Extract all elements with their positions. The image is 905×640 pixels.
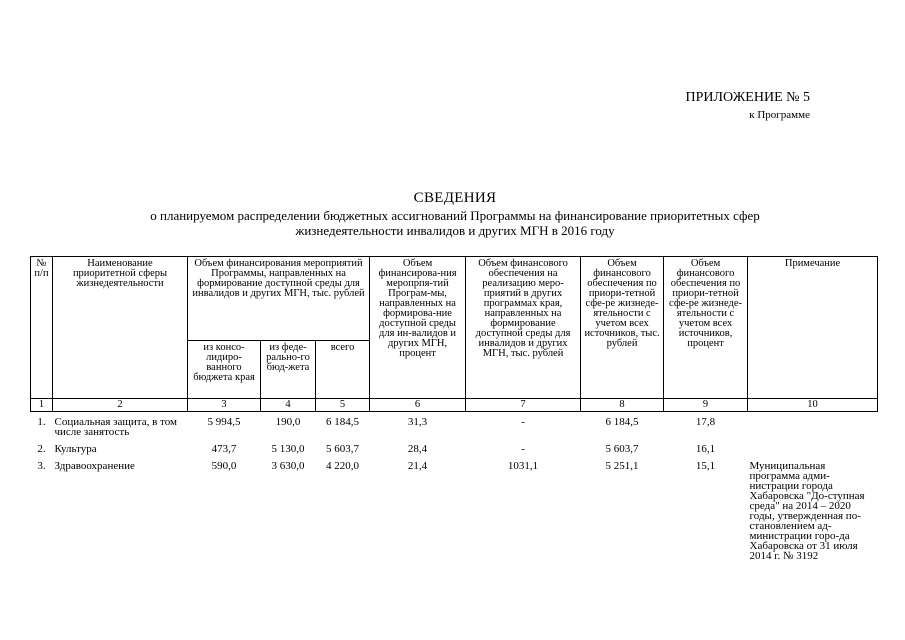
row-regional: 590,0 xyxy=(211,460,237,472)
document-title: СВЕДЕНИЯ xyxy=(413,190,497,206)
row-note: Муниципальная программа адми-нистрации города Хабаровска "До-ступная среда" на 2014 – 2020 годы, утвержденная по-становлением ад-министрации горо-да Хабаровска от 31 июля 2014 г. № 3192 xyxy=(749,460,865,562)
budget-table xyxy=(30,256,878,563)
column-number: 6 xyxy=(370,399,466,412)
header-volume-group: Объем финансирования мероприятий Программы, направленных на формирование доступной среды для инвалидов и других МГН, тыс. рублей xyxy=(188,257,370,341)
row-num: 2. xyxy=(37,443,46,455)
appendix-subtitle: к Программе xyxy=(749,109,810,121)
column-number-row xyxy=(31,399,878,412)
column-number: 7 xyxy=(466,399,581,412)
row-total: 4 220,0 xyxy=(326,460,360,472)
table-row xyxy=(31,439,878,456)
row-other: - xyxy=(521,416,525,428)
row-all-percent: 17,8 xyxy=(695,416,716,428)
document-subtitle-line-2: жизнедеятельности инвалидов и других МГН в 2016 году xyxy=(295,223,615,238)
document-heading xyxy=(60,190,850,237)
header-col6: Объем финансирова-ния меропрпя-тий Програм-мы, направленных на формирова-ние доступной среды для ин-валидов и других МГН, процент xyxy=(370,257,466,399)
header-sub-total: всего xyxy=(316,341,370,399)
column-number: 4 xyxy=(261,399,316,412)
row-total: 5 603,7 xyxy=(326,443,360,455)
row-total: 6 184,5 xyxy=(326,416,360,428)
column-number: 5 xyxy=(316,399,370,412)
column-number: 10 xyxy=(748,399,878,412)
appendix-title: ПРИЛОЖЕНИЕ № 5 xyxy=(685,90,810,105)
row-all-sources: 6 184,5 xyxy=(605,416,639,428)
row-name: Культура xyxy=(54,443,97,455)
row-percent: 28,4 xyxy=(407,443,428,455)
row-num: 1. xyxy=(37,416,46,428)
row-regional: 5 994,5 xyxy=(207,416,241,428)
document-subtitle-line-1: о планируемом распределении бюджетных ассигнований Программы на финансирование приоритетных сфер xyxy=(150,208,760,223)
appendix-block xyxy=(610,90,810,121)
table-row xyxy=(31,412,878,440)
column-number: 8 xyxy=(581,399,664,412)
row-all-sources: 5 603,7 xyxy=(605,443,639,455)
row-federal: 190,0 xyxy=(275,416,301,428)
row-federal: 5 130,0 xyxy=(271,443,305,455)
header-col7: Объем финансового обеспечения на реализацию меро-приятий в других программах края, направленных на формирование доступной среды для инвалидов и других МГН, тыс. рублей xyxy=(466,257,581,399)
column-number: 1 xyxy=(31,399,53,412)
header-sub-federal: из феде-рально-го бюд-жета xyxy=(261,341,316,399)
header-sub-regional: из консо-лидиро-ванного бюджета края xyxy=(188,341,261,399)
header-note: Примечание xyxy=(748,257,878,399)
header-name: Наименование приоритетной сферы жизнедеятельности xyxy=(53,257,188,399)
row-all-percent: 16,1 xyxy=(695,443,716,455)
row-other: - xyxy=(521,443,525,455)
row-name: Здравоохранение xyxy=(54,460,135,472)
row-percent: 31,3 xyxy=(407,416,428,428)
row-num: 3. xyxy=(37,460,46,472)
table-row xyxy=(31,456,878,563)
row-regional: 473,7 xyxy=(211,443,237,455)
header-num: № п/п xyxy=(31,257,53,399)
row-name: Социальная защита, в том числе занятость xyxy=(54,416,177,438)
row-note xyxy=(748,439,878,456)
header-col8: Объем финансового обеспечения по приори-тетной сфе-ре жизнеде-ятельности с учетом всех источников, тыс. рублей xyxy=(581,257,664,399)
row-note xyxy=(748,412,878,440)
row-all-percent: 15,1 xyxy=(695,460,716,472)
row-other: 1031,1 xyxy=(507,460,539,472)
column-number: 3 xyxy=(188,399,261,412)
header-col9: Объем финансового обеспечения по приори-тетной сфе-ре жизнеде-ятельности с учетом всех источников, процент xyxy=(664,257,748,399)
column-number: 9 xyxy=(664,399,748,412)
row-all-sources: 5 251,1 xyxy=(605,460,639,472)
column-number: 2 xyxy=(53,399,188,412)
row-federal: 3 630,0 xyxy=(271,460,305,472)
row-percent: 21,4 xyxy=(407,460,428,472)
